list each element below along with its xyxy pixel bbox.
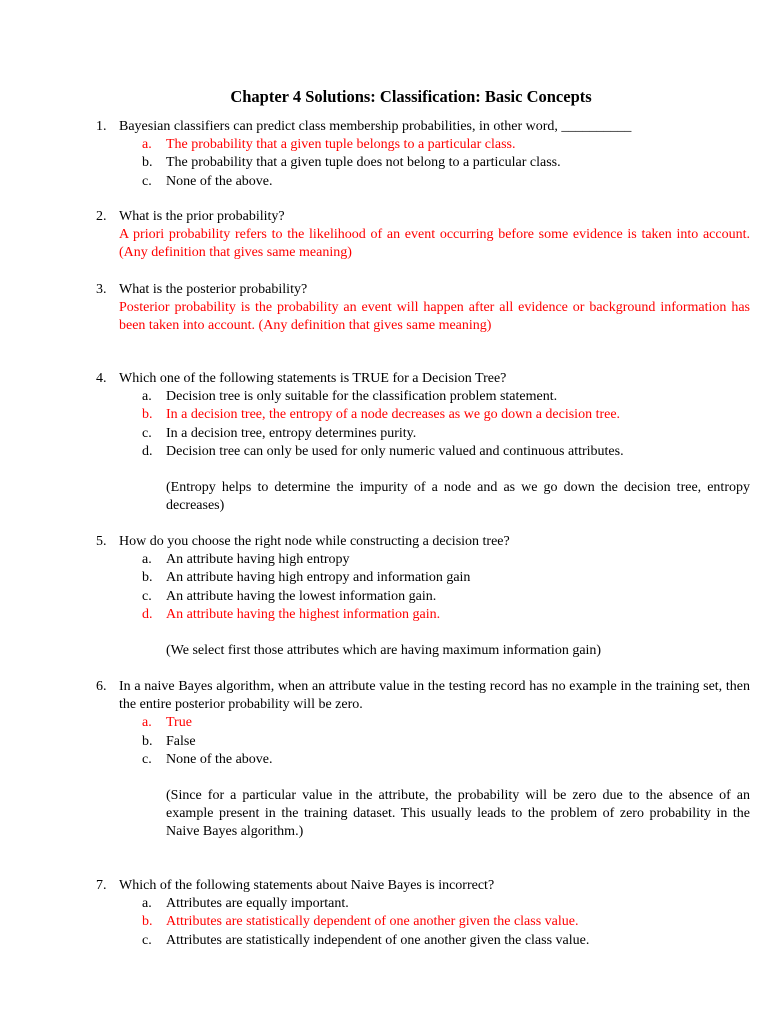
question-number: 7. — [96, 878, 107, 893]
explanation-note: (Since for a particular value in the attribute, the probability will be zero due to the absence of an example present in the training dataset. This usually leads to the problem of zero probability in the Naive Bayes algorithm.) — [166, 788, 750, 840]
option-b-correct: b. In a decision tree, the entropy of a node decreases as we go down a decision tree. — [142, 407, 621, 423]
option-a-correct: a. True — [142, 715, 192, 731]
question-text: What is the posterior probability? — [119, 282, 308, 297]
question-number: 4. — [96, 371, 107, 386]
question-number: 5. — [96, 534, 107, 549]
question-1 — [96, 118, 750, 191]
question-number: 6. — [96, 679, 107, 694]
option-list — [96, 388, 750, 461]
option-c: c. None of the above. — [142, 751, 273, 767]
question-text: Bayesian classifiers can predict class membership probabilities, in other word, __________ — [119, 119, 632, 134]
question-text: What is the prior probability? — [119, 209, 285, 224]
question-number: 2. — [96, 209, 107, 224]
question-number: 1. — [96, 119, 107, 134]
option-b-correct: b. Attributes are statistically dependent of one another given the class value. — [142, 914, 579, 930]
option-b: b. The probability that a given tuple does not belong to a particular class. — [142, 155, 561, 171]
question-number: 3. — [96, 282, 107, 297]
option-a: a. An attribute having high entropy — [142, 552, 350, 568]
option-c: c. In a decision tree, entropy determines purity. — [142, 425, 417, 441]
option-a: a. Decision tree is only suitable for the classification problem statement. — [142, 389, 558, 405]
question-3 — [96, 281, 750, 336]
question-2 — [96, 208, 750, 263]
option-d: d. Decision tree can only be used for only numeric valued and continuous attributes. — [142, 443, 624, 459]
question-text: In a naive Bayes algorithm, when an attribute value in the testing record has no example in the training set, then the entire posterior probability will be zero. — [119, 679, 750, 713]
question-6 — [96, 678, 750, 842]
option-b: b. An attribute having high entropy and information gain — [142, 570, 471, 586]
question-4 — [96, 370, 750, 515]
option-d-correct: d. An attribute having the highest information gain. — [142, 606, 441, 622]
explanation-note: (We select first those attributes which are having maximum information gain) — [166, 643, 602, 659]
question-7 — [96, 877, 750, 950]
option-list — [96, 714, 750, 769]
option-list — [96, 136, 750, 191]
page-title: Chapter 4 Solutions: Classification: Basic Concepts — [230, 87, 592, 106]
option-c: c. None of the above. — [142, 173, 273, 189]
option-c: c. Attributes are statistically independent of one another given the class value. — [142, 932, 590, 948]
option-a: a. Attributes are equally important. — [142, 896, 349, 912]
option-c: c. An attribute having the lowest information gain. — [142, 588, 437, 604]
question-text: Which of the following statements about Naive Bayes is incorrect? — [119, 878, 495, 893]
question-5 — [96, 533, 750, 660]
explanation-note: (Entropy helps to determine the impurity of a node and as we go down the decision tree, entropy decreases) — [166, 480, 750, 514]
option-b: b. False — [142, 733, 196, 749]
question-text: How do you choose the right node while constructing a decision tree? — [119, 534, 510, 549]
question-text: Which one of the following statements is TRUE for a Decision Tree? — [119, 371, 507, 386]
option-list — [96, 895, 750, 950]
answer-text: Posterior probability is the probability an event will happen after all evidence or background information has been taken into account. (Any definition that gives same meaning) — [119, 300, 750, 334]
option-a-correct: a. The probability that a given tuple belongs to a particular class. — [142, 137, 516, 153]
option-list — [96, 551, 750, 624]
answer-text: A priori probability refers to the likelihood of an event occurring before some evidence is taken into account. (Any definition that gives same meaning) — [119, 227, 750, 261]
